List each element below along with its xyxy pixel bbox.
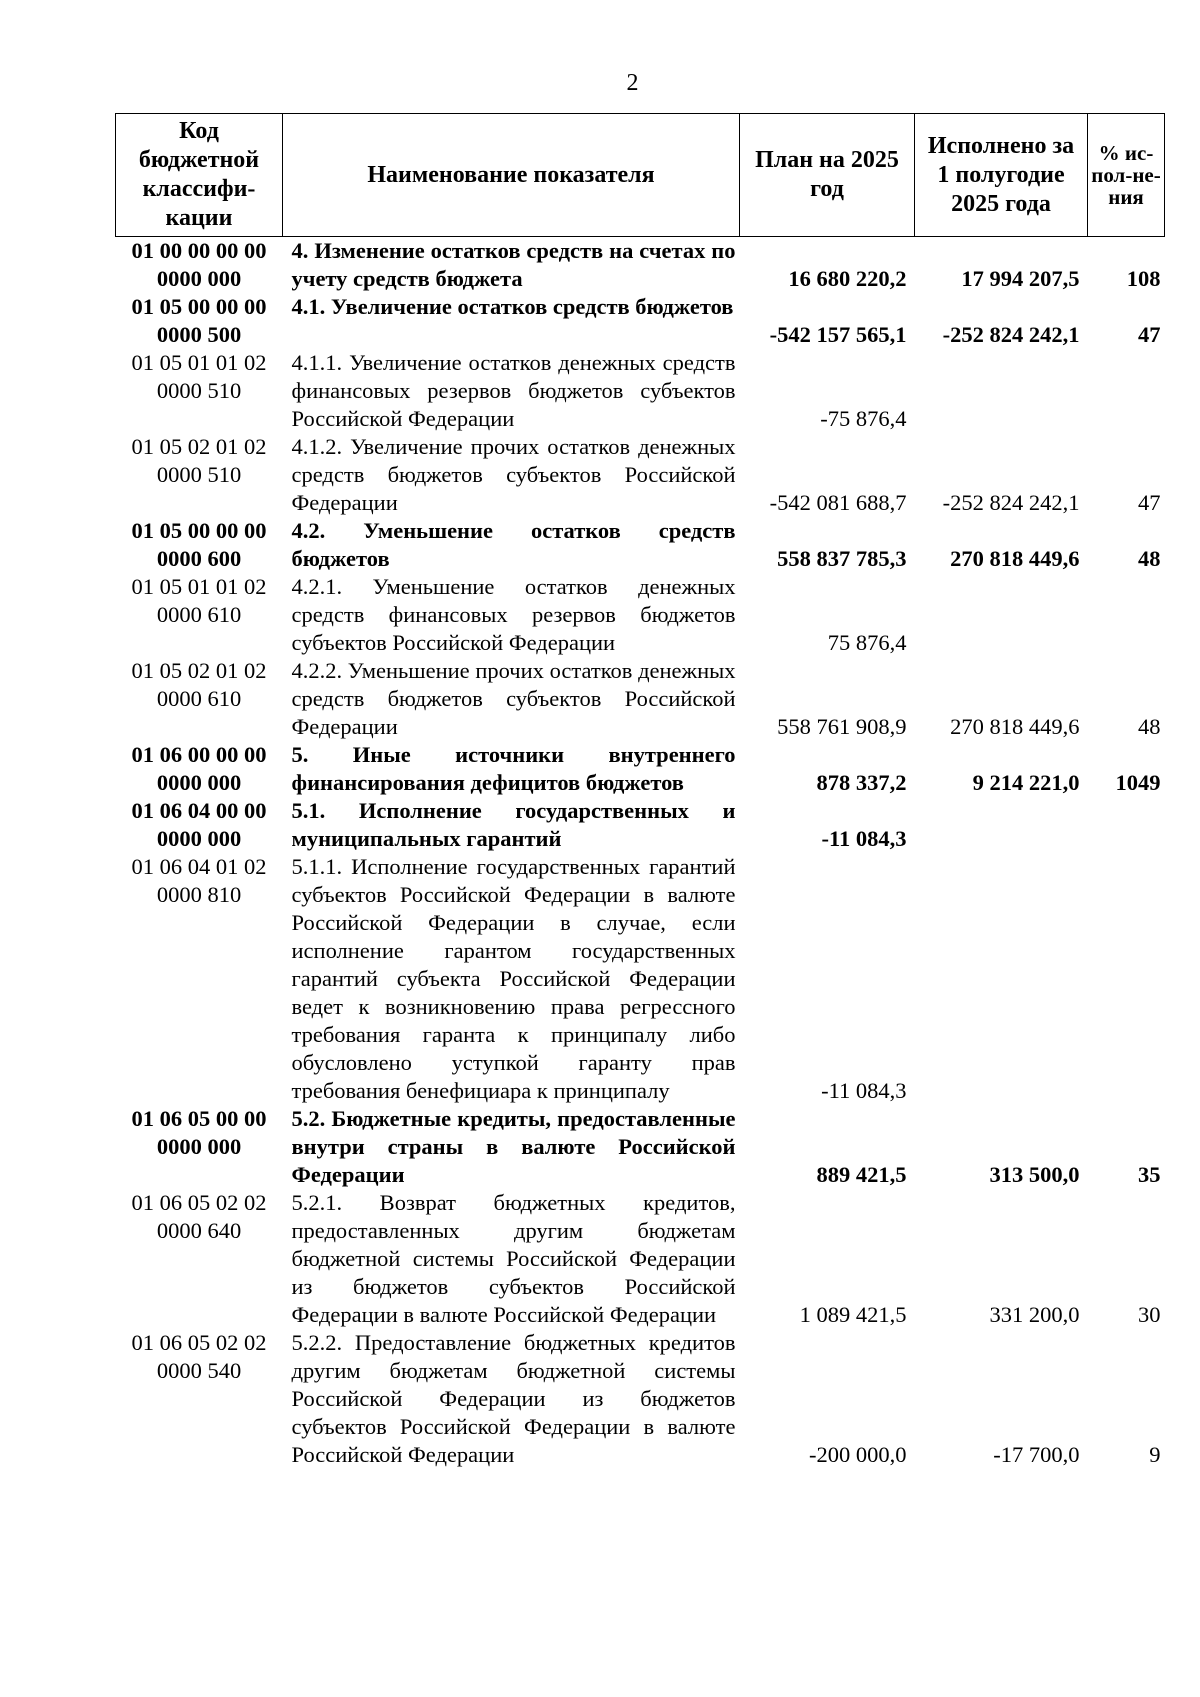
indicator-name: 4.1.2. Увеличение прочих остатков денежных средств бюджетов субъектов Российской Федерации <box>291 434 736 515</box>
budget-sources-table-container <box>115 113 1164 1469</box>
table-row <box>116 237 1165 294</box>
percent-value: 47 <box>1138 490 1161 515</box>
budget-code-part2: 0000 510 <box>156 378 242 403</box>
plan-value: -542 157 565,1 <box>769 322 907 347</box>
budget-code-part2: 0000 000 <box>156 1134 242 1159</box>
table-row <box>116 853 1165 1105</box>
done-value: -17 700,0 <box>993 1442 1080 1467</box>
budget-code <box>116 293 283 349</box>
done-value <box>915 797 1088 853</box>
budget-code-part2: 0000 000 <box>156 266 242 291</box>
budget-code-part1: 01 05 02 01 02 <box>131 658 267 683</box>
percent-value <box>1088 853 1165 1105</box>
table-row <box>116 1189 1165 1329</box>
budget-code-part2: 0000 500 <box>156 322 242 347</box>
percent-value: 35 <box>1138 1162 1161 1187</box>
budget-code <box>116 1105 283 1189</box>
indicator-name: 4.2.2. Уменьшение прочих остатков денежных средств бюджетов субъектов Российской Федерации <box>291 658 736 739</box>
budget-code-part2: 0000 610 <box>156 686 242 711</box>
table-body <box>116 237 1165 1470</box>
budget-code-part1: 01 06 05 02 02 <box>131 1330 267 1355</box>
indicator-name: 5. Иные источники внутреннего финансирования дефицитов бюджетов <box>291 742 736 795</box>
done-value: -252 824 242,1 <box>942 490 1080 515</box>
done-value: 9 214 221,0 <box>972 770 1080 795</box>
table-row <box>116 1105 1165 1189</box>
plan-value: -200 000,0 <box>809 1442 907 1467</box>
header-plan: План на 2025 год <box>740 114 915 237</box>
budget-code-part1: 01 06 00 00 00 <box>131 742 267 767</box>
percent-value <box>1088 573 1165 657</box>
table-row <box>116 433 1165 517</box>
table-row <box>116 1329 1165 1469</box>
header-done: Исполнено за 1 полугодие 2025 года <box>915 114 1088 237</box>
table-row <box>116 797 1165 853</box>
percent-value: 30 <box>1138 1302 1161 1327</box>
plan-value: 878 337,2 <box>816 770 907 795</box>
budget-code-part2: 0000 540 <box>156 1358 242 1383</box>
budget-code-part2: 0000 000 <box>156 826 242 851</box>
indicator-name: 5.1. Исполнение государственных и муниципальных гарантий <box>291 798 736 851</box>
budget-code-part2: 0000 510 <box>156 462 242 487</box>
percent-value: 1049 <box>1115 770 1161 795</box>
table-row <box>116 657 1165 741</box>
percent-value <box>1088 797 1165 853</box>
plan-value: 16 680 220,2 <box>788 266 907 291</box>
budget-code-part1: 01 06 05 00 00 <box>131 1106 267 1131</box>
budget-code <box>116 237 283 294</box>
budget-code-part1: 01 06 04 00 00 <box>131 798 267 823</box>
budget-code-part2: 0000 610 <box>156 602 242 627</box>
budget-code <box>116 853 283 1105</box>
budget-code-part2: 0000 000 <box>156 770 242 795</box>
budget-code-part1: 01 05 00 00 00 <box>131 294 267 319</box>
plan-value: 558 761 908,9 <box>777 714 907 739</box>
table-row <box>116 349 1165 433</box>
percent-value <box>1088 349 1165 433</box>
percent-value: 47 <box>1138 322 1161 347</box>
done-value: 17 994 207,5 <box>961 266 1080 291</box>
table-header <box>116 114 1165 237</box>
done-value: 331 200,0 <box>989 1302 1080 1327</box>
indicator-name: 5.2.1. Возврат бюджетных кредитов, предоставленных другим бюджетам бюджетной системы Российской Федерации из бюджетов субъектов Российской Федерации в валюте Российской Федерации <box>291 1190 736 1327</box>
table-row <box>116 573 1165 657</box>
budget-code <box>116 1329 283 1469</box>
budget-code <box>116 573 283 657</box>
indicator-name: 5.2.2. Предоставление бюджетных кредитов другим бюджетам бюджетной системы Российской Федерации из бюджетов субъектов Российской Федерации в валюте Российской Федерации <box>291 1330 736 1467</box>
page-number: 2 <box>626 70 639 96</box>
budget-code-part1: 01 05 02 01 02 <box>131 434 267 459</box>
indicator-name: 5.1.1. Исполнение государственных гарантий субъектов Российской Федерации в валюте Российской Федерации в случае, если исполнение гарантом государственных гарантий субъекта Российской Федерации ведет к возникновению права регрессного требования гаранта к принципалу либо обусловлено уступкой гаранту прав требования бенефициара к принципалу <box>291 854 736 1103</box>
budget-code <box>116 797 283 853</box>
percent-value: 9 <box>1149 1442 1161 1467</box>
percent-value: 48 <box>1138 546 1161 571</box>
budget-code-part1: 01 05 01 01 02 <box>131 350 267 375</box>
plan-value: -11 084,3 <box>821 826 907 851</box>
budget-sources-table <box>115 113 1165 1469</box>
done-value <box>915 573 1088 657</box>
percent-value: 48 <box>1138 714 1161 739</box>
budget-code-part1: 01 06 04 01 02 <box>131 854 267 879</box>
budget-code <box>116 657 283 741</box>
indicator-name: 5.2. Бюджетные кредиты, предоставленные внутри страны в валюте Российской Федерации <box>291 1106 736 1187</box>
budget-code <box>116 741 283 797</box>
plan-value: 75 876,4 <box>827 630 907 655</box>
table-row <box>116 517 1165 573</box>
budget-code-part1: 01 00 00 00 00 <box>131 238 267 263</box>
budget-code <box>116 349 283 433</box>
percent-value: 108 <box>1126 266 1161 291</box>
indicator-name: 4.1. Увеличение остатков средств бюджетов <box>291 294 734 319</box>
indicator-name: 4.2. Уменьшение остатков средств бюджетов <box>291 518 736 571</box>
budget-code-part2: 0000 810 <box>156 882 242 907</box>
budget-code <box>116 517 283 573</box>
done-value: 270 818 449,6 <box>950 546 1080 571</box>
header-code: Код бюджетной классифи-кации <box>116 114 283 237</box>
header-name: Наименование показателя <box>283 114 740 237</box>
done-value: -252 824 242,1 <box>942 322 1080 347</box>
budget-code <box>116 1189 283 1329</box>
plan-value: -542 081 688,7 <box>769 490 907 515</box>
indicator-name: 4.2.1. Уменьшение остатков денежных средств финансовых резервов бюджетов субъектов Российской Федерации <box>291 574 736 655</box>
indicator-name: 4. Изменение остатков средств на счетах по учету средств бюджета <box>291 238 736 291</box>
header-percent: % ис-пол-не-ния <box>1088 114 1165 237</box>
budget-code-part1: 01 05 00 00 00 <box>131 518 267 543</box>
table-row <box>116 293 1165 349</box>
budget-code-part2: 0000 640 <box>156 1218 242 1243</box>
done-value <box>915 853 1088 1105</box>
plan-value: -11 084,3 <box>821 1078 907 1103</box>
plan-value: 558 837 785,3 <box>777 546 907 571</box>
budget-code-part1: 01 05 01 01 02 <box>131 574 267 599</box>
plan-value: 889 421,5 <box>816 1162 907 1187</box>
plan-value: -75 876,4 <box>820 406 907 431</box>
done-value <box>915 349 1088 433</box>
done-value: 270 818 449,6 <box>950 714 1080 739</box>
budget-code <box>116 433 283 517</box>
table-row <box>116 741 1165 797</box>
budget-code-part1: 01 06 05 02 02 <box>131 1190 267 1215</box>
indicator-name: 4.1.1. Увеличение остатков денежных средств финансовых резервов бюджетов субъектов Российской Федерации <box>291 350 736 431</box>
done-value: 313 500,0 <box>989 1162 1080 1187</box>
plan-value: 1 089 421,5 <box>799 1302 907 1327</box>
budget-code-part2: 0000 600 <box>156 546 242 571</box>
